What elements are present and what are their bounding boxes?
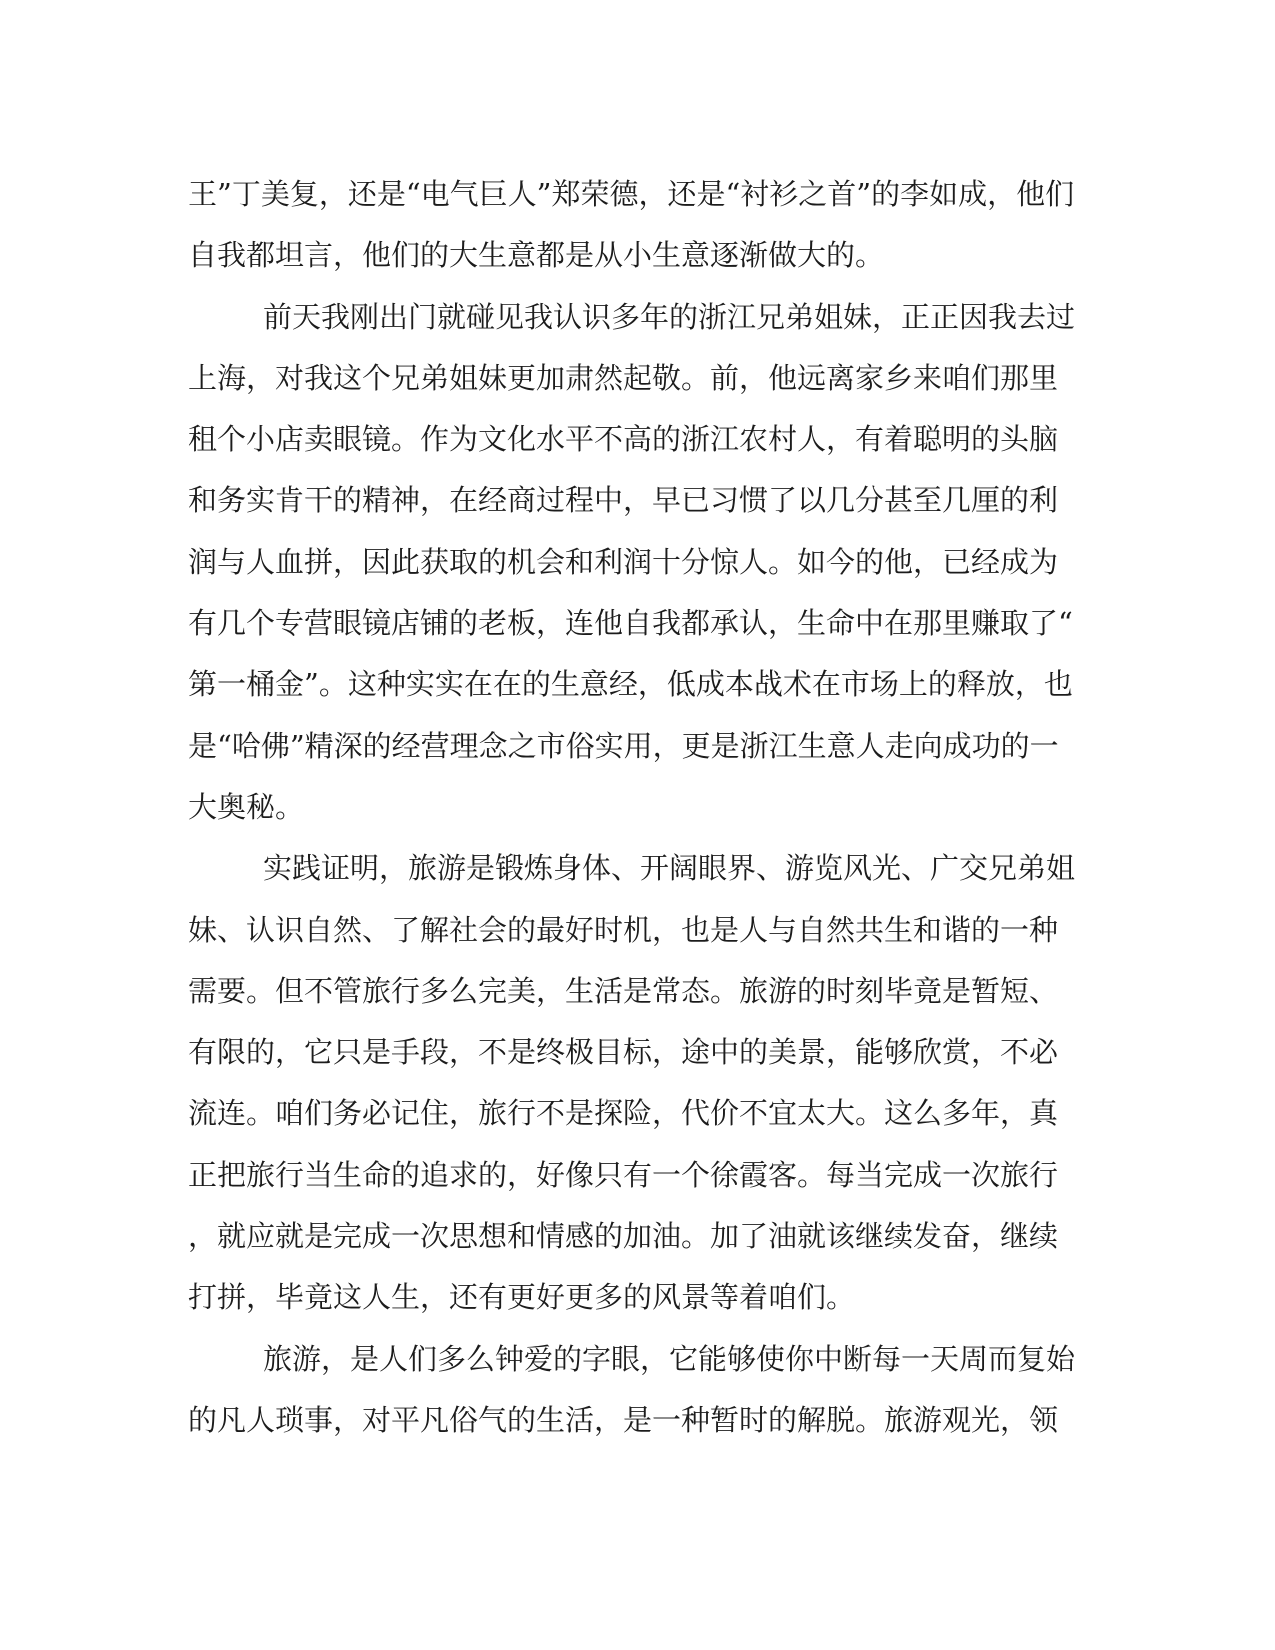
text-line: 上海，对我这个兄弟姐妹更加肃然起敬。前，他远离家乡来咱们那里	[188, 360, 1059, 395]
text-line: 有限的，它只是手段，不是终极目标，途中的美景，能够欣赏，不必	[188, 1035, 1059, 1070]
text-line: 流连。咱们务必记住，旅行不是探险，代价不宜太大。这么多年，真	[188, 1096, 1059, 1131]
text-line: 大奥秘。	[188, 789, 305, 824]
paragraph-first-line: 实践证明，旅游是锻炼身体、开阔眼界、游览风光、广交兄弟姐	[263, 851, 1076, 886]
text-line: 妹、认识自然、了解社会的最好时机，也是人与自然共生和谐的一种	[188, 912, 1059, 947]
text-line: 有几个专营眼镜店铺的老板，连他自我都承认，生命中在那里赚取了“	[188, 606, 1073, 641]
body-text	[188, 164, 1088, 1451]
text-line: 和务实肯干的精神，在经商过程中，早已习惯了以几分甚至几厘的利	[188, 483, 1059, 518]
text-line: 打拼，毕竟这人生，还有更好更多的风景等着咱们。	[188, 1280, 856, 1315]
text-line: 润与人血拼，因此获取的机会和利润十分惊人。如今的他，已经成为	[188, 544, 1059, 579]
text-line: 是“哈佛”精深的经营理念之市俗实用，更是浙江生意人走向成功的一	[188, 728, 1059, 763]
paragraph-first-line: 旅游，是人们多么钟爱的字眼，它能够使你中断每一天周而复始	[263, 1341, 1076, 1376]
text-line: ，就应就是完成一次思想和情感的加油。加了油就该继续发奋，继续	[188, 1219, 1059, 1254]
text-line: 租个小店卖眼镜。作为文化水平不高的浙江农村人，有着聪明的头脑	[188, 422, 1059, 457]
text-line: 正把旅行当生命的追求的，好像只有一个徐霞客。每当完成一次旅行	[188, 1157, 1059, 1192]
text-line: 需要。但不管旅行多么完美，生活是常态。旅游的时刻毕竟是暂短、	[188, 973, 1059, 1008]
text-line: 的凡人琐事，对平凡俗气的生活，是一种暂时的解脱。旅游观光，领	[188, 1402, 1059, 1437]
text-line: 王”丁美复，还是“电气巨人”郑荣德，还是“衬衫之首”的李如成，他们	[188, 177, 1075, 211]
paragraph-first-line: 前天我刚出门就碰见我认识多年的浙江兄弟姐妹，正正因我去过	[263, 299, 1076, 334]
text-line: 自我都坦言，他们的大生意都是从小生意逐渐做大的。	[188, 238, 885, 273]
text-line: 第一桶金”。这种实实在在的生意经，低成本战术在市场上的释放，也	[188, 667, 1073, 702]
